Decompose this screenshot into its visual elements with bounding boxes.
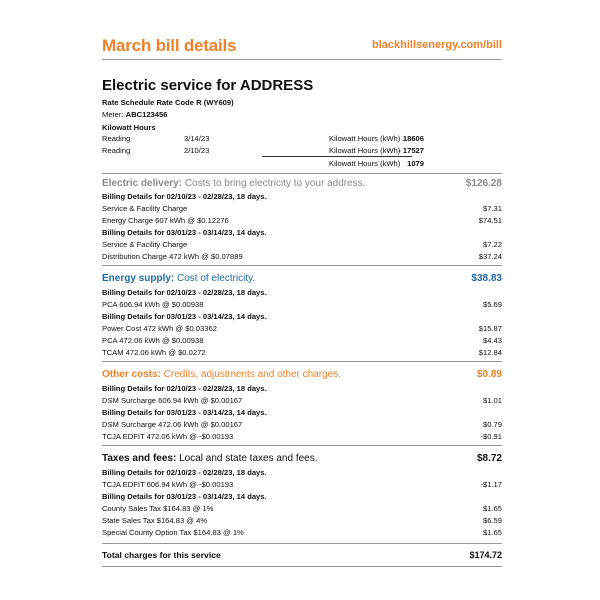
billing-period-row: Billing Details for 02/10/23 - 02/28/23, 18 days. (102, 384, 267, 393)
reading-sum-line (262, 156, 412, 157)
charge-row: Energy Charge 607 kWh @ $0.12276 $74.51 (102, 216, 502, 225)
billing-period-row: Billing Details for 02/10/23 - 02/28/23, 18 days. (102, 288, 267, 297)
reading-value: 18606 (402, 134, 424, 143)
header-divider (102, 59, 502, 60)
charge-row: Service & Facility Charge $7.22 (102, 240, 502, 249)
kwh-heading: Kilowatt Hours (102, 123, 156, 132)
charge-row: TCJA EDFIT 472.06 kWh @ -$0.00193 -$0.91 (102, 432, 502, 441)
page-title: March bill details (102, 36, 237, 55)
reading-unit: Kilowatt Hours (kWh) (329, 134, 401, 143)
service-title: Electric service for ADDRESS (102, 77, 314, 94)
section-amount: $8.72 (476, 453, 502, 464)
section-amount: $38.83 (471, 273, 502, 284)
total-amount: $174.72 (469, 550, 502, 560)
section-divider (102, 566, 502, 567)
charge-row: DSM Surcharge 472.06 kWh @ $0.00167 $0.79 (102, 420, 502, 429)
charge-row: Special County Option Tax $164.83 @ 1% $1.65 (102, 528, 502, 537)
billing-period-row: Billing Details for 02/10/23 - 02/28/23, 18 days. (102, 468, 267, 477)
section-divider (102, 445, 502, 446)
reading-date: 3/14/23 (184, 134, 210, 143)
section-amount: $126.28 (465, 178, 502, 189)
charge-row: Service & Facility Charge $7.31 (102, 204, 502, 213)
section-divider (102, 265, 502, 266)
usage-value: 1079 (407, 159, 424, 168)
reading-unit: Kilowatt Hours (kWh) (329, 146, 401, 155)
section-amount: $0.89 (476, 369, 502, 380)
meter-id: ABC123456 (125, 110, 168, 119)
charge-row: DSM Surcharge 606.94 kWh @ $0.00167 $1.01 (102, 396, 502, 405)
section-name: Energy supply: Cost of electricity. (102, 273, 256, 284)
billing-period-row: Billing Details for 02/10/23 - 02/28/23, 18 days. (102, 192, 267, 201)
section-divider (102, 173, 502, 174)
reading-date: 2/10/23 (184, 146, 210, 155)
bill-header (102, 36, 502, 56)
reading-value: - 17527 (398, 146, 424, 155)
charge-row: PCA 606.94 kWh @ $0.00938 $5.69 (102, 300, 502, 309)
section-divider (102, 361, 502, 362)
energy-supply-header (102, 273, 502, 285)
billing-period-row: Billing Details for 03/01/23 - 03/14/23, 14 days. (102, 228, 267, 237)
website-link[interactable]: blackhillsenergy.com/bill (371, 39, 502, 51)
charge-row: TCAM 472.06 kWh @ $0.0272 $12.84 (102, 348, 502, 357)
meter-label: Meter: (102, 110, 124, 119)
charge-row: Distribution Charge 472 kWh @ $0.07889 $37.24 (102, 252, 502, 261)
total-label: Total charges for this service (102, 550, 221, 560)
other-costs-header (102, 369, 502, 381)
electric-delivery-header (102, 178, 502, 190)
section-divider (102, 543, 502, 544)
billing-period-row: Billing Details for 03/01/23 - 03/14/23, 14 days. (102, 492, 267, 501)
meter-line (102, 110, 167, 119)
taxes-fees-header (102, 453, 502, 465)
reading-label: Reading (102, 134, 131, 143)
billing-period-row: Billing Details for 03/01/23 - 03/14/23, 14 days. (102, 408, 267, 417)
charge-row: State Sales Tax $164.83 @ 4% $6.59 (102, 516, 502, 525)
section-name: Taxes and fees: Local and state taxes and fees. (102, 453, 318, 464)
charge-row: County Sales Tax $164.83 @ 1% $1.65 (102, 504, 502, 513)
section-name: Other costs: Credits, adjustments and other charges. (102, 369, 341, 380)
billing-period-row: Billing Details for 03/01/23 - 03/14/23, 14 days. (102, 312, 267, 321)
section-name: Electric delivery: Costs to bring electricity to your address. (102, 178, 366, 189)
rate-schedule: Rate Schedule Rate Code R (WY609) (102, 98, 234, 107)
usage-unit: Kilowatt Hours (kWh) (329, 159, 401, 168)
charge-row: PCA 472.06 kWh @ $0.00938 $4.43 (102, 336, 502, 345)
charge-row: TCJA EDFIT 606.94 kWh @ -$0.00193 -$1.17 (102, 480, 502, 489)
total-charges-row (102, 550, 502, 562)
charge-row: Power Cost 472 kWh @ $0.03362 $15.87 (102, 324, 502, 333)
reading-label: Reading (102, 146, 131, 155)
